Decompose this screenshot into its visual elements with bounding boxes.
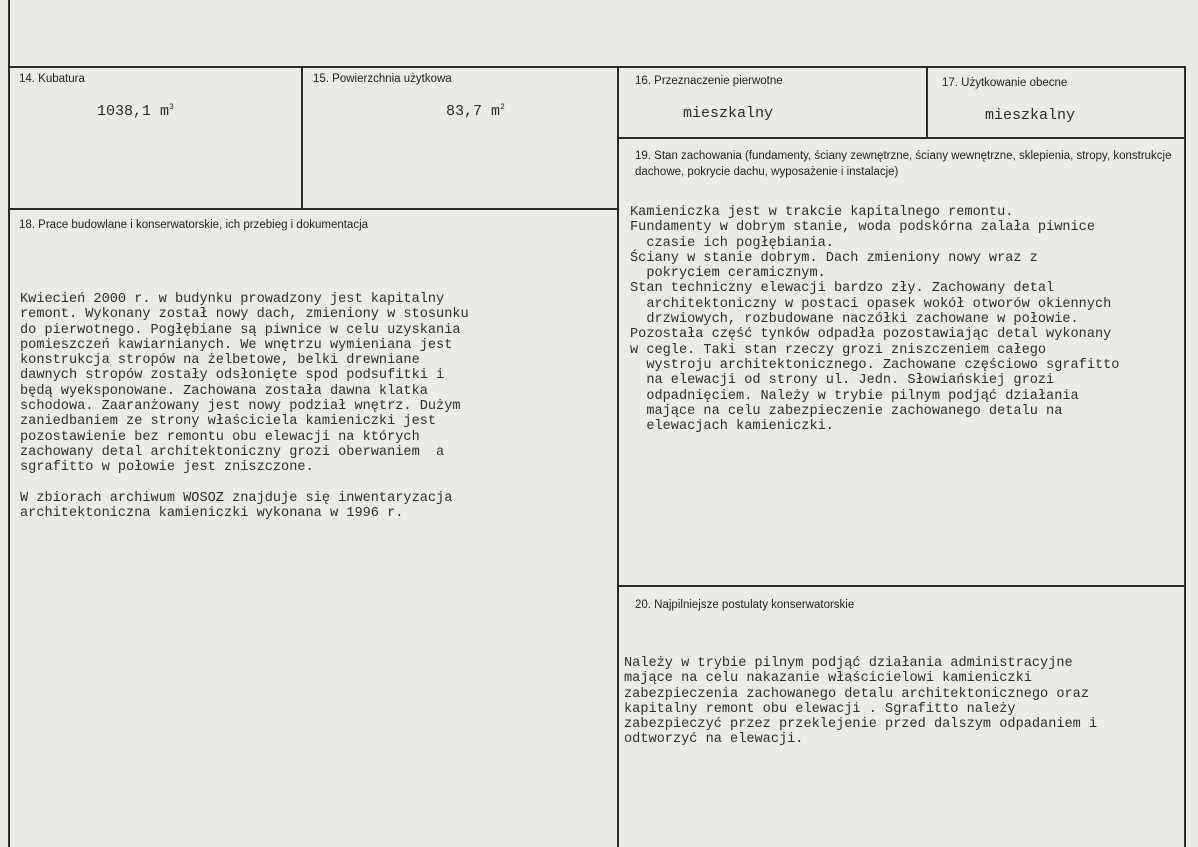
right-border (1184, 66, 1186, 847)
left-border (8, 0, 10, 847)
field-20-text: Należy w trybie pilnym podjąć działania administracyjne mające na celu nakazanie właścicielowi kamieniczki zabezpieczenia zachowanego detalu architektonicznego oraz kapitalny remont obu elewacji . Sgrafitto należy zabezpieczyć przez przeklejenie przed dalszym odpadaniem i odtworzyć na elewacji. (624, 656, 1098, 748)
rule-under-18-header (8, 208, 619, 210)
divider-16-17 (926, 66, 928, 138)
rule-under-16-17 (619, 137, 1185, 139)
field-14-label: 14. Kubatura (19, 73, 85, 85)
field-18-text: Kwiecień 2000 r. w budynku prowadzony jest kapitalny remont. Wykonany został nowy dach, zmieniony w stosunku do pierwotnego. Pogłębiane są piwnice w celu uzyskania pomieszczeń kawiarnianych. We wnętrzu wymieniana jest konstrukcja stropów na żelbetowe, belki drewniane dawnych stropów zostały odsłonięte spod podsufitki i będą wyeksponowane. Zachowana została dawna klatka schodowa. Zaaranżowany jest nowy podział wnętrz. Dużym zaniedbaniem ze strony właściciela kamieniczki jest pozostawienie bez remontu obu elewacji na których zachowany detal architektoniczny grozi oberwaniem a sgrafitto w połowie jest zniszczone. W zbiorach archiwum WOSOZ znajduje się inwentaryzacja architektoniczna kamieniczki wykonana w 1996 r. (20, 292, 469, 522)
field-20-label: 20. Najpilniejsze postulaty konserwatorskie (635, 599, 855, 611)
rule-above-20 (619, 585, 1185, 587)
field-16-label: 16. Przeznaczenie pierwotne (635, 75, 783, 87)
kubatura-number: 1038,1 m (97, 103, 170, 120)
top-rule (8, 66, 1186, 68)
field-17-value: mieszkalny (985, 107, 1076, 124)
main-vertical-divider (617, 66, 619, 847)
powierzchnia-number: 83,7 m (446, 103, 501, 120)
kubatura-unit-exponent: 3 (169, 103, 174, 112)
field-15-value (446, 103, 505, 120)
field-17-label: 17. Użytkowanie obecne (942, 77, 1068, 89)
powierzchnia-unit-exponent: 2 (500, 103, 505, 112)
field-16-value: mieszkalny (683, 105, 774, 122)
divider-14-15 (301, 66, 303, 208)
field-19-label: 19. Stan zachowania (fundamenty, ściany zewnętrzne, ściany wewnętrzne, sklepienia, stropy, konstrukcje dachowe, pokrycie dachu, wyposażenie i instalacje) (635, 150, 1172, 178)
field-18-label: 18. Prace budowlane i konserwatorskie, ich przebieg i dokumentacja (19, 219, 369, 231)
field-19-text: Kamieniczka jest w trakcie kapitalnego remontu. Fundamenty w dobrym stanie, woda podskórna zalała piwnice czasie ich pogłębiania. Ściany w stanie dobrym. Dach zmieniony nowy wraz z pokryciem ceramicznym. Stan techniczny elewacji bardzo zły. Zachowany detal architektoniczny w postaci opasek wokół otworów okiennych drzwiowych, rozbudowane naczółki zachowane w połowie. Pozostała część tynków odpadła pozostawiając detal wykonany w cegle. Taki stan rzeczy grozi zniszczeniem całego wystroju architektonicznego. Zachowane częściowo sgrafitto na elewacji od strony ul. Jedn. Słowiańskiej grozi odpadnięciem. Należy w trybie pilnym podjąć działania mające na celu zabezpieczenie zachowanego detalu na elewacjach kamieniczki. (630, 205, 1120, 435)
field-15-label: 15. Powierzchnia użytkowa (313, 73, 452, 85)
field-14-value (97, 103, 174, 120)
